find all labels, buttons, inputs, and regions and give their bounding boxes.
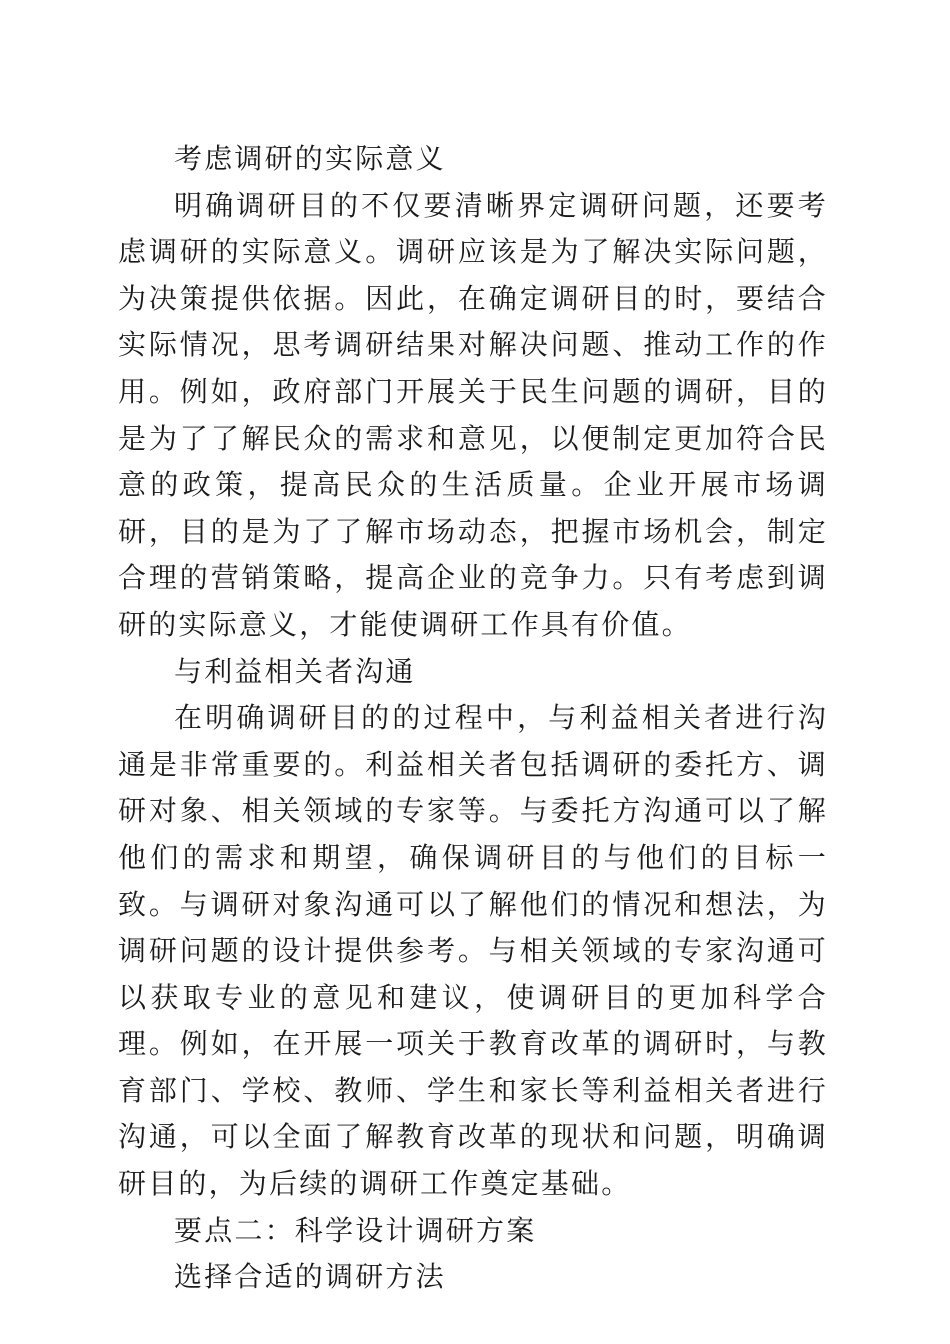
document-page (118, 136, 828, 1301)
section-heading-stakeholder-communication: 与利益相关者沟通 (174, 654, 416, 688)
section-heading-point-two: 要点二：科学设计调研方案 (174, 1213, 537, 1247)
paragraph-stakeholder-communication: 在明确调研目的的过程中，与利益相关者进行沟通是非常重要的。利益相关者包括调研的委托方、调研对象、相关领域的专家等。与委托方沟通可以了解他们的需求和期望，确保调研目的与他们的目标一致。与调研对象沟通可以了解他们的情况和想法，为调研问题的设计提供参考。与相关领域的专家沟通可以获取专业的意见和建议，使调研目的更加科学合理。例如，在开展一项关于教育改革的调研时，与教育部门、学校、教师、学生和家长等利益相关者进行沟通，可以全面了解教育改革的现状和问题，明确调研目的，为后续的调研工作奠定基础。 (118, 701, 828, 1201)
section-heading-research-method: 选择合适的调研方法 (174, 1260, 446, 1294)
section-heading-practical-significance: 考虑调研的实际意义 (174, 142, 446, 175)
paragraph-practical-significance: 明确调研目的不仅要清晰界定调研问题，还要考虑调研的实际意义。调研应该是为了解决实际问题，为决策提供依据。因此，在确定调研目的时，要结合实际情况，思考调研结果对解决问题、推动工作的作用。例如，政府部门开展关于民生问题的调研，目的是为了了解民众的需求和意见，以便制定更加符合民意的政策，提高民众的生活质量。企业开展市场调研，目的是为了了解市场动态，把握市场机会，制定合理的营销策略，提高企业的竞争力。只有考虑到调研的实际意义，才能使调研工作具有价值。 (118, 188, 828, 641)
